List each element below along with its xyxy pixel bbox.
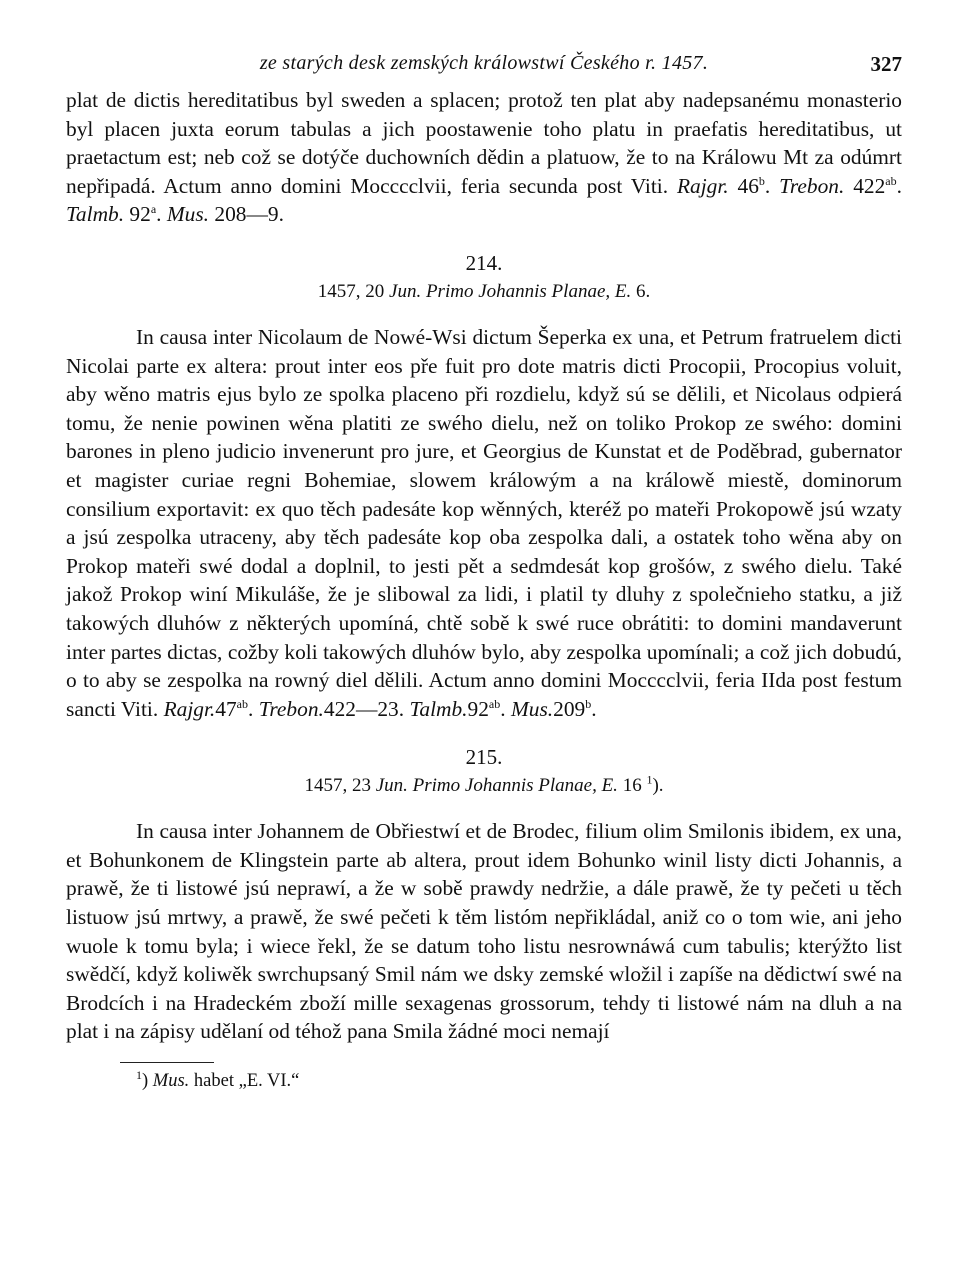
footnote-marker: 1 (646, 772, 653, 787)
ref-superscript: ab (236, 696, 248, 711)
date-value: 1457, 23 (304, 775, 371, 797)
continued-paragraph: plat de dictis hereditatibus byl sweden a splacen; protož ten plat aby nadepsanému monasterio byl placen juxta eorum tabulas a jich poostawenie toho platu in praefatis hereditatibus, ut praetactum est; neb což se dotýče duchowních dědin a platuow, že to na Králowu Mt za odúmrt nepřipadá. Actum anno domini Mocccclvii, feria secunda post Viti. Rajgr. 46$^b$. Trebon. $422^{ab}$. Talmb. 92$^a$. Mus. 208—9. (66, 88, 902, 227)
entry-paragraph (66, 817, 902, 1046)
entry-source: Primo Johannis Planae, E. (412, 775, 618, 797)
ref-superscript: b (585, 696, 592, 711)
source-ref: Rajgr. (676, 173, 729, 198)
running-title: ze starých desk zemských králowstwí Českého r. 1457. (259, 52, 709, 74)
footnote-number: 1 (136, 1067, 142, 1082)
date-month: Jun. (375, 775, 408, 797)
ref-superscript: ab (488, 696, 501, 711)
date-value: 1457, 20 (317, 280, 385, 302)
ref-value: 47 (215, 696, 237, 721)
ref-value: 46 (737, 173, 759, 198)
footnote-text: habet „E. VI.“ (193, 1071, 300, 1092)
ref-value: 208—9. (214, 202, 284, 227)
footnote: $^1$) Mus. habet „E. VI.“ (136, 1067, 300, 1092)
page (66, 52, 902, 1092)
ref-value: 92 (129, 202, 151, 227)
source-ref: Talmb. (66, 202, 125, 227)
entry-number: 214. (465, 250, 503, 275)
source-ref: Mus. (166, 202, 210, 227)
source-ref: Talmb. (409, 696, 468, 721)
page-number: 327 (870, 52, 902, 76)
source-ref: Rajgr. (163, 696, 216, 721)
footnote-rule (120, 1062, 214, 1063)
ref-superscript: b (758, 173, 765, 188)
ref-value: 209 (553, 696, 586, 721)
ref-value: 422 (853, 173, 886, 198)
entry-date: 1457, 23 Jun. Primo Johannis Planae, E. 16 $^1$). (304, 772, 664, 797)
entry-source-number: 6. (635, 280, 651, 302)
paragraph-body: In causa inter Johannem de Obřiestwí et de Brodec, filium olim Smilonis ibidem, ex una, et Bohunkonem de Klingstein parte ab altera, prout idem Bohunko winil listy dicti Johannis, a prawě, že ti listowé jsú neprawí, a že w sobě prawdy nedržie, a dále prawě, že ty pečeti u těch listuow jsú mrtwy, a prawě, že swé pečeti k těm listóm nepřikládal, aniž co o tom wie, ani jeho wuole k tomu byla; i wiece řekl, že se datum toho listu nesrownáwá cum tabulis; kterýžto list swědčí, když koliwěk swrchupsaný Smil nám we dsky zemské wložil i zapíše na dědictwí swé na Brodcích i na Hradeckém zboží mille sexagenas grossorum, tehdy ti listowé nám na dluh a na plat i na zápisy udělaní od téhož pana Smila žádné moci nemají (66, 819, 902, 1044)
source-ref: Trebon. (258, 696, 324, 721)
paragraph-body: In causa inter Nicolaum de Nowé-Wsi dictum Šeperka ex una, et Petrum fratruelem dicti Nicolai parte ex altera: prout inter eos pře fuit pro dote matris dicti Procopii, Procopius voluit, aby wěno matris ejus bylo ze spolka placeno při rozdielu, když sú se dělili, et Nicolaus odpierá tomu, že nenie powinen wěna platiti ze swého dielu, než on toliko Prokop ze swého: domini barones in pleno judicio invenerunt pro jure, et Georgius de Kunstat et de Poděbrad, gubernator et magister curiae regni Bohemiae, slowem králowým a na králowě miestě, dominorum consilium exportavit: ex quo těch padesáte kop wěnných, kteréž po mateři Prokopowě jsú wzaty a jsú zespolka utraceny, aby těch padesáte kop oba zespolka dali, a ostatek toho wěna aby on Prokop mateři swé dodal a doplnil, to jesti pět a sedmdesát kop grošów, z swého dielu. Také jakož Prokop winí Mikuláše, že je slibowal za lidi, i platil ty dluhy z společnieho statku, a již takowých dluhów z některých upomíná, chtě sobě k swé ruce obrátiti: to domini mandaverunt inter partes dictas, cožby koli takowých dluhów bylo, aby zespolka upomínali; a což jich dobudú, o to aby se zespolka na rowný diel dělili. Actum anno domini Mocccclvii, feria IIda post festum sancti Viti. (66, 324, 902, 721)
paragraph-body: plat de dictis hereditatibus byl sweden a splacen; protož ten plat aby nadepsanému monasterio byl placen juxta eorum tabulas a jich poostawenie toho platu in praefatis hereditatibus, ut praetactum est; neb což se dotýče duchowních dědin a platuow, že to na Králowu Mt za odúmrt nepřipadá. Actum anno domini Mocccclvii, feria secunda post Viti. (66, 88, 902, 198)
entry-paragraph: In causa inter Nicolaum de Nowé-Wsi dictum Šeperka ex una, et Petrum fratruelem dicti Nicolai parte ex altera: prout inter eos pře fuit pro dote matris dicti Procopii, Procopius voluit, aby wěno matris ejus bylo ze spolka placeno při rozdielu, když sú se dělili, et Nicolaus odpierá tomu, že nenie powinen wěna platiti ze swého dielu, než on toliko Prokop ze swého: domini barones in pleno judicio invenerunt pro jure, et Georgius de Kunstat et de Poděbrad, gubernator et magister curiae regni Bohemiae, slowem králowým a na králowě miestě, dominorum consilium exportavit: ex quo těch padesáte kop wěnných, kteréž po mateři Prokopowě jsú wzaty a jsú zespolka utraceny, aby těch padesáte kop oba zespolka dali, a ostatek toho wěna aby on Prokop mateři swé dodal a doplnil, to jesti pět a sedmdesát kop grošów, z swého dielu. Také jakož Prokop winí Mikuláše, že je slibowal za lidi, i platil ty dluhy z společnieho statku, a již takowých dluhów z některých upomíná, chtě sobě k swé ruce obrátiti: to domini mandaverunt inter partes dictas, cožby koli takowých dluhów bylo, aby zespolka upomínali; a což jich dobudú, o to aby se zespolka na rowný diel dělili. Actum anno domini Mocccclvii, feria IIda post festum sancti Viti. Rajgr.47$^{ab}$. Trebon.422—23. Talmb.92$^{ab}$. Mus.209$^b$. (66, 324, 902, 721)
entry-date (66, 279, 902, 305)
footnote-source: Mus. (152, 1071, 190, 1092)
ref-superscript: a (150, 202, 157, 217)
ref-value: 92 (467, 696, 489, 721)
source-ref: Trebon. (779, 173, 845, 198)
date-month: Jun. (389, 280, 422, 302)
entry-number: 215. (465, 745, 503, 770)
entry-source-number: 16 (622, 775, 642, 797)
ref-superscript: ab (885, 173, 897, 188)
running-head (66, 52, 902, 86)
source-ref: Mus. (510, 696, 554, 721)
entry-source: Primo Johannis Planae, E. (425, 280, 632, 302)
ref-value: 422—23. (323, 696, 405, 721)
